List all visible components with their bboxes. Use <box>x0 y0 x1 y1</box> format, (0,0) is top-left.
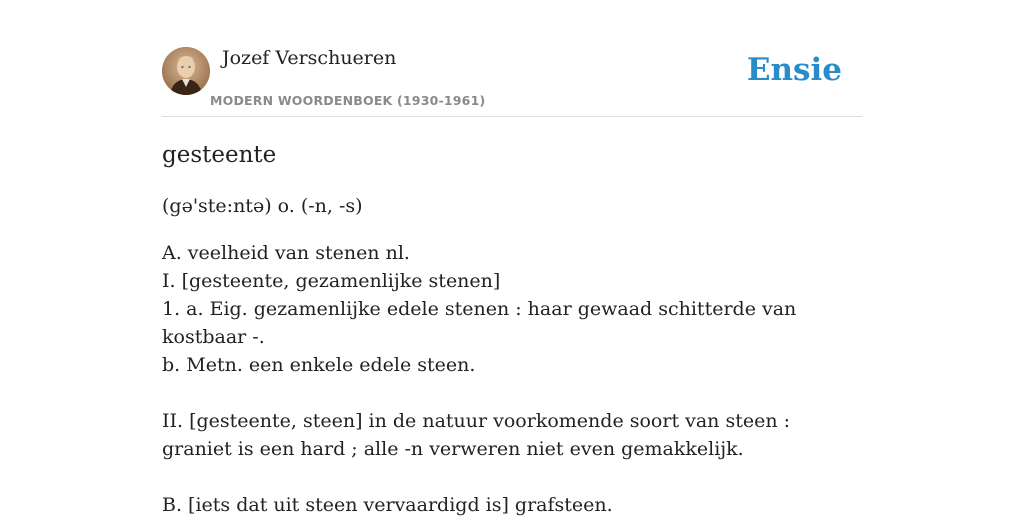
entry-definition <box>162 239 852 519</box>
definition-line: B. [iets dat uit steen vervaardigd is] grafsteen. <box>162 494 613 516</box>
author-avatar[interactable] <box>162 47 210 95</box>
entry-pronunciation: (gə'ste:ntə) o. (-n, -s) <box>162 195 363 217</box>
definition-line: b. Metn. een enkele edele steen. <box>162 354 476 376</box>
definition-line: A. veelheid van stenen nl. <box>162 242 410 264</box>
paragraph-gap <box>162 379 852 407</box>
ensie-logo-link[interactable]: Ensie <box>746 52 842 88</box>
entry-headword: gesteente <box>162 142 277 168</box>
dictionary-source[interactable]: MODERN WOORDENBOEK (1930-1961) <box>210 93 486 108</box>
definition-line: II. [gesteente, steen] in de natuur voorkomende soort van steen : graniet is een hard ; alle -n verweren niet even gemakkelijk. <box>162 410 797 460</box>
paragraph-gap <box>162 463 852 491</box>
definition-line: I. [gesteente, gezamenlijke stenen] <box>162 270 501 292</box>
definition-line: 1. a. Eig. gezamenlijke edele stenen : haar gewaad schitterde van kostbaar -. <box>162 298 803 348</box>
author-name[interactable]: Jozef Verschueren <box>222 47 397 69</box>
page <box>162 0 862 516</box>
portrait-image <box>162 47 210 95</box>
header <box>162 0 862 117</box>
